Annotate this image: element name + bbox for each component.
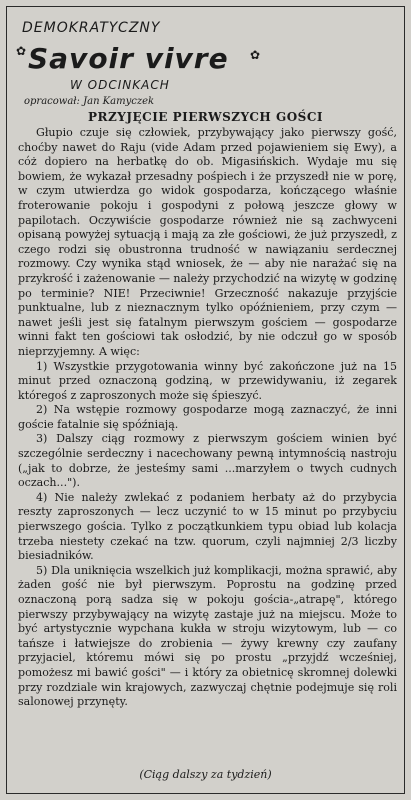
continued-note: (Ciąg dalszy za tydzień)	[139, 768, 272, 781]
paragraph: 4) Nie należy zwlekać z podaniem herbaty aż do przybycia reszty zaproszonych — lecz uczynić to w 15 minut po przybyciu pierwszego gościa. Tylko z początkunkiem typu obiad lub kolacja trzeba niestety czekać na tzw. quorum, czyli najmniej 2/3 liczby biesiadników.	[18, 490, 397, 563]
paragraph: 3) Dalszy ciąg rozmowy z pierwszym gościem winien być szczególnie serdeczny i nacechowany pewną intymnością nastroju („jak to dobrze, że jesteśmy sami ...marzyłem o twych cudnych oczach...").	[18, 432, 397, 490]
header-author: opracował: Jan Kamyczek	[24, 96, 155, 107]
paragraph: 1) Wszystkie przygotowania winny być zakończone już na 15 minut przed oznaczoną godziną, w przewidywaniu, iż zegarek któregoś z zaproszonych może się śpieszyć.	[18, 359, 397, 402]
header-top: DEMOKRATYCZNY	[22, 20, 161, 36]
star-icon: ✿	[16, 44, 27, 58]
paragraph: 2) Na wstępie rozmowy gospodarze mogą zaznaczyć, że inni goście fatalnie się spóźniają.	[18, 403, 397, 431]
header-sub: W ODCINKACH	[70, 78, 170, 92]
column-header	[14, 18, 274, 108]
article-body	[18, 126, 397, 710]
paragraph: 5) Dla uniknięcia wszelkich już komplikacji, można sprawić, aby żaden gość nie był pierwszym. Poprostu na godzinę przed oznaczoną porą sadza się w pokoju gościa-„atrapę", którego pierwszy przybywający na wizytę zastaje już na miejscu. Może to być artystycznie wypchana kukła w stroju wizytowym, lub — co tańsze i łatwiejsze do zrobienia — żywy krewny czy zaufany przyjaciel, któremu mówi się po prostu „przyjdź wcześniej, pomożesz mi bawić gości" — i który za obietnicę skromnej dolewki przy rozdziale win krajowych, zazwyczaj chętnie podejmuje się roli salonowej przynęty.	[18, 563, 397, 709]
paragraph: Głupio czuje się człowiek, przybywający jako pierwszy gość, choćby nawet do Raju (vide Adam przed pojawieniem się Ewy), a cóż dopiero na herbatkę do ob. Migasińskich. Wydaje mu się bowiem, że wykazał przesadny pośpiech i że przyszedł nie w porę, w czym utwierdza go widok gospodarza, kończącego właśnie froterowanie pokoju i gospodyni z połową jeszcze głowy w papilotach. Oczywiście gospodarze również nie są zachwyceni opisaną powyżej sytuacją i mają za złe gościowi, że już przyszedł, z czego rodzi się obustronna trudność w nawiązaniu serdecznej rozmowy. Czy wynika stąd wniosek, że — aby nie narażać się na przykrość i zażenowanie — należy przychodzić na wizytę w godzinę po terminie? NIE! Przeciwnie! Grzeczność nakazuje przyjście punktualne, lub z nieznacznym tylko opóźnieniem, przy czym — nawet jeśli jest się fatalnym pierwszym gościem — gospodarze winni fakt ten gościowi tak osłodzić, by nie odczuł go w sposób nieprzyjemny. A więc:	[18, 126, 397, 358]
star-icon: ✿	[250, 48, 261, 62]
article-title: PRZYJĘCIE PIERWSZYCH GOŚCI	[88, 110, 323, 124]
header-main: Savoir vivre	[28, 42, 229, 75]
